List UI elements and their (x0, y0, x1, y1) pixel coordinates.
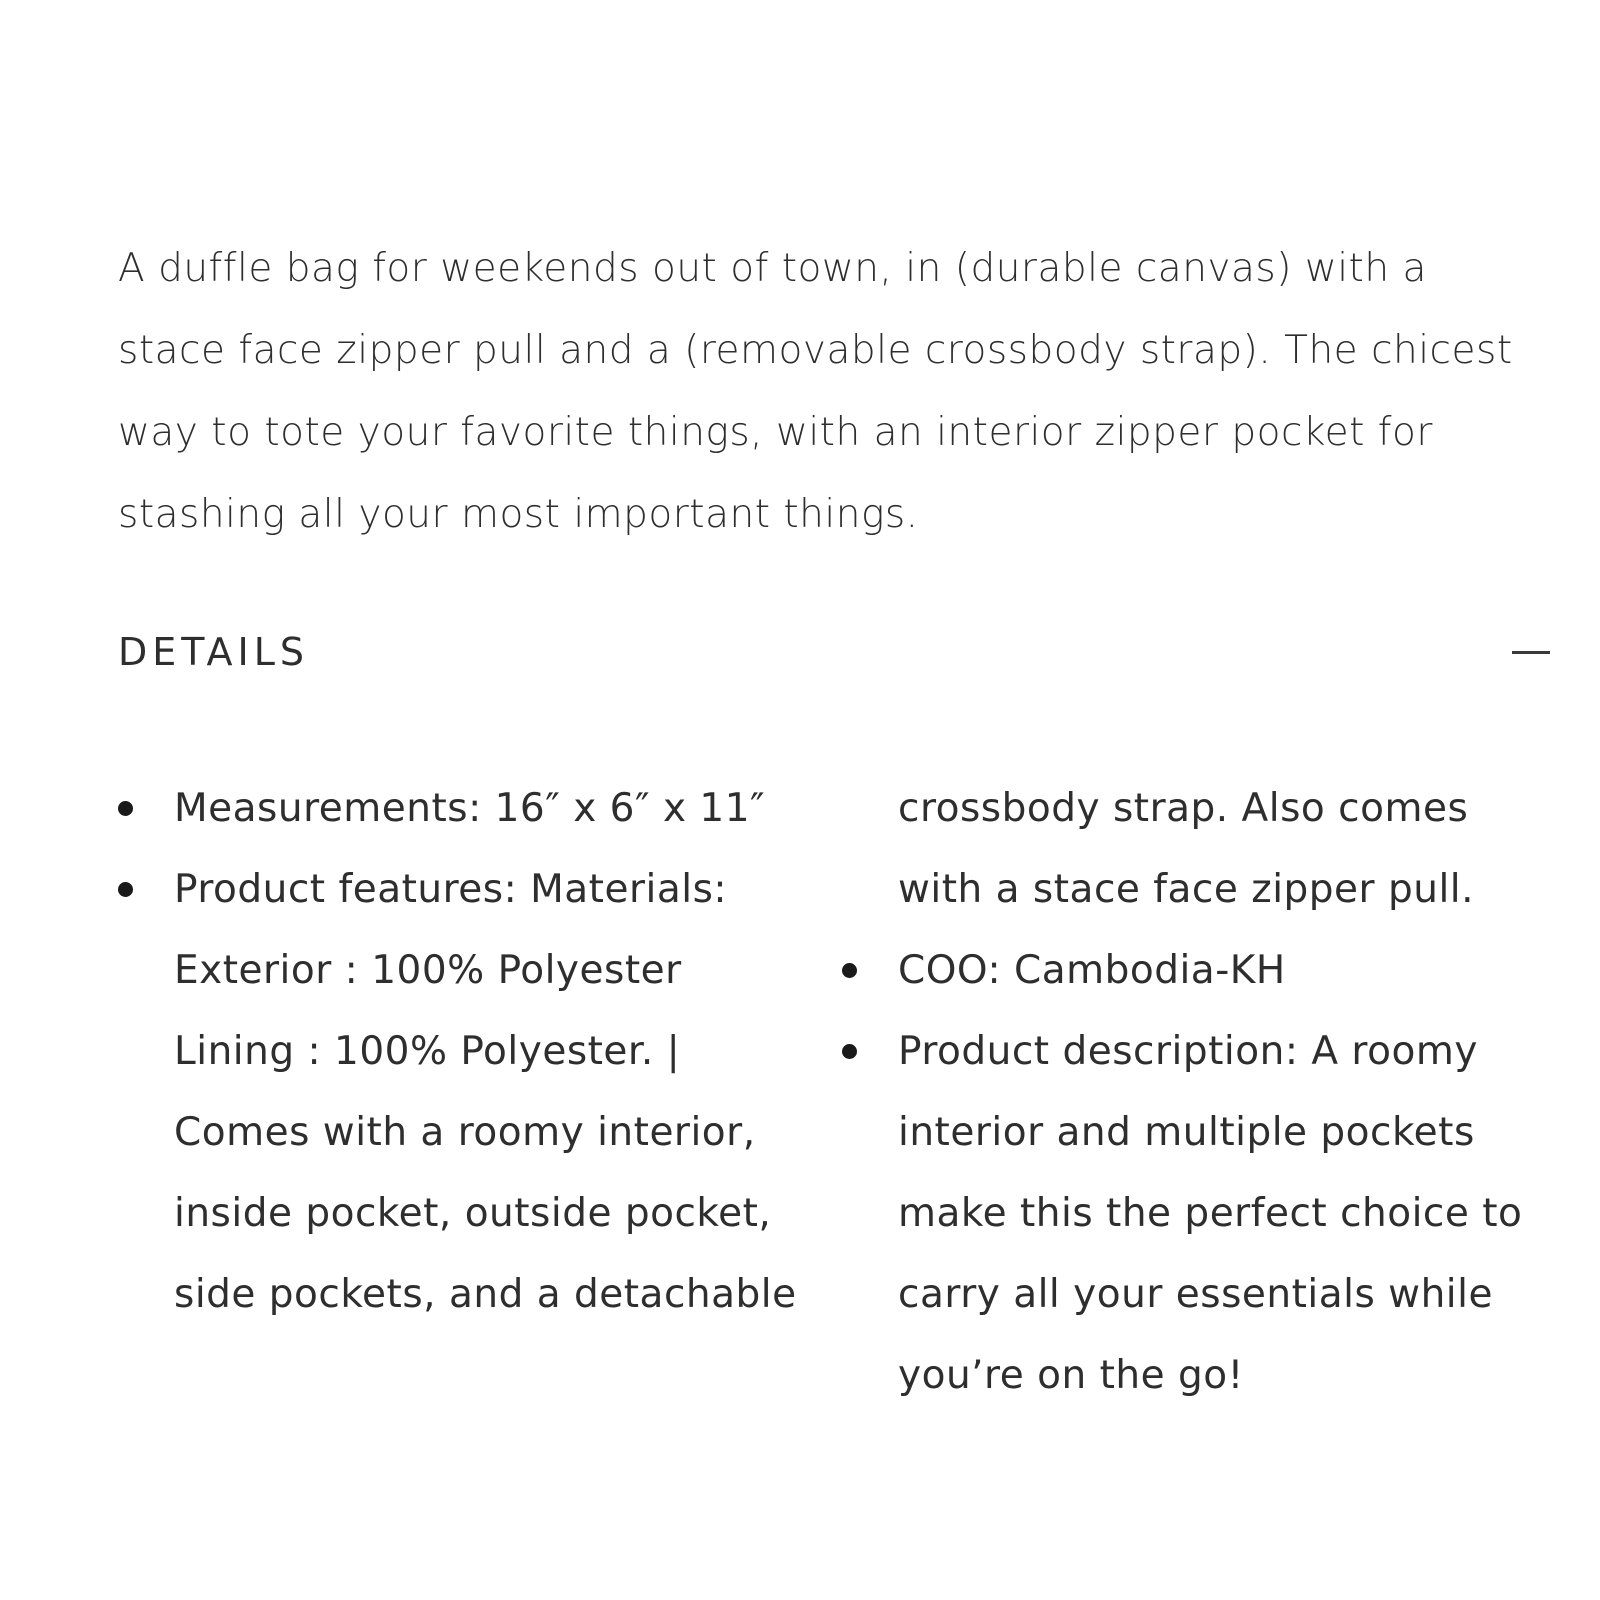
product-intro-text: A duffle bag for weekends out of town, in (durable canvas) with a stace face zipper pull and a (removable crossbody strap). The chicest way to tote your favorite things, with an interior zipper pocket for stashing all your most important things. (118, 246, 1513, 537)
list-item: Product features: Materials: Exterior : 100% Polyester Lining : 100% Polyester. | Comes with a roomy interior, inside pocket, outside pocket, side pockets, and a detachable crossbody strap. Also comes with a stace face zipper pull. (118, 768, 1538, 1416)
list-item: Product description: A roomy interior and multiple pockets make this the perfect choice to carry all your essentials while you’re on the go! (842, 1011, 1538, 1416)
list-item: Measurements: 16″ x 6″ x 11″ (118, 768, 814, 849)
details-accordion-header[interactable] (118, 612, 1550, 692)
list-item: COO: Cambodia-KH (842, 930, 1538, 1011)
details-title: DETAILS (118, 630, 310, 674)
details-list (118, 768, 1538, 1416)
minus-icon[interactable] (1512, 651, 1550, 654)
